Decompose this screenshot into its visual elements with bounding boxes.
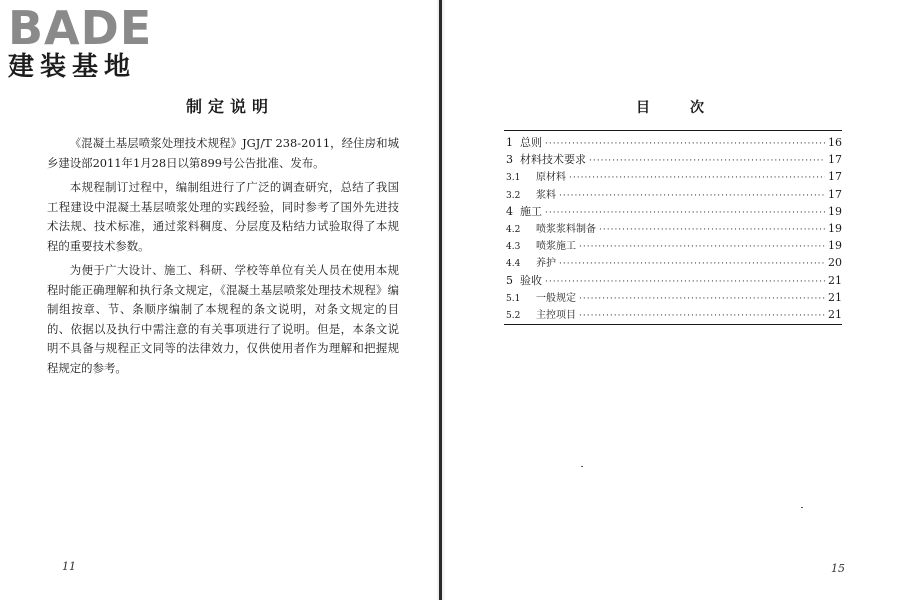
toc-entry-number: 1 [506,136,513,149]
toc-leader-dots [589,156,825,166]
toc-entry-number: 4.2 [506,224,521,235]
toc-entry-page: 20 [828,256,842,270]
toc-entry-page: 17 [828,170,842,184]
toc-entry-section-4-4[interactable] [504,254,842,271]
toc-entry-section-5-2[interactable] [504,306,842,323]
paragraph: 为便于广大设计、施工、科研、学校等单位有关人员在使用本规程时能正确理解和执行条文规定，《混凝土基层喷浆处理技术规程》编制组按章、节、条顺序编制了本规程的条文说明，对条文规定的目的、依据以及执行中需注意的有关事项进行了说明。但是，本条文说明不具备与规程正文同等的法律效力，仅供使用者作为理解和把握规程规定的参考。 [47,263,399,375]
toc-entry-title: 养护 [536,258,556,270]
logo-wordmark: BADE [8,1,153,55]
scan-speck [581,466,583,467]
toc-entry-section-4-3[interactable] [504,237,842,254]
toc-entry-title: 浆料 [536,189,556,201]
toc-entry-page: 21 [828,307,842,321]
scan-speck [801,507,803,508]
toc-entry-number: 5.2 [506,310,521,321]
left-page [0,0,437,600]
toc-entry-page: 19 [828,221,842,235]
toc-entry-chapter-4[interactable] [504,203,842,220]
toc-entry-section-4-2[interactable] [504,220,842,237]
logo-chinese-name: 建装基地 [8,52,137,82]
toc-title: 目次 [636,100,744,116]
toc-entry-page: 19 [828,239,842,253]
toc-entry-section-3-2[interactable] [504,186,842,203]
toc-leader-dots [569,173,825,183]
toc-entry-page: 17 [828,187,842,201]
toc-entry-page: 19 [828,204,842,218]
toc-entry-title: 主控项目 [536,309,576,321]
toc-leader-dots [559,259,825,269]
toc-entry-section-3-1[interactable] [504,168,842,185]
toc-entry-number: 5.1 [506,293,521,304]
bade-logo [8,1,180,82]
page-number: 11 [62,560,76,573]
toc-entry-number: 3 [506,153,513,167]
toc-entry-number: 3.1 [506,173,521,184]
toc-entry-page: 17 [828,153,842,167]
toc-leader-dots [545,139,825,149]
toc-entry-number: 3.2 [506,190,521,201]
toc-entry-section-5-1[interactable] [504,289,842,306]
toc-top-rule [504,130,842,131]
toc-list [504,134,842,323]
page-heading: 制定说明 [185,97,274,116]
toc-leader-dots [545,277,825,287]
toc-entry-page: 21 [828,290,842,304]
right-page [446,0,900,600]
toc-entry-title: 喷浆浆料制备 [536,223,596,235]
toc-entry-chapter-1[interactable] [504,134,842,151]
body-text [47,134,399,383]
toc-entry-number: 4 [506,204,513,218]
toc-leader-dots [579,242,825,252]
toc-entry-title: 施工 [520,204,542,218]
toc-leader-dots [599,225,825,235]
toc-entry-number: 4.3 [506,242,521,253]
paragraph: 《混凝土基层喷浆处理技术规程》JGJ/T 238-2011，经住房和城乡建设部2011年1月28日以第899号公告批准、发布。 [47,136,399,170]
toc-entry-title: 喷浆施工 [536,241,576,253]
toc-leader-dots [545,208,825,218]
toc-entry-chapter-3[interactable] [504,151,842,168]
book-spine [437,0,446,600]
toc-entry-title: 总则 [520,136,542,149]
toc-entry-number: 5 [506,273,513,287]
toc-entry-title: 一般规定 [536,292,576,304]
toc-entry-title: 原材料 [536,172,566,184]
toc-bottom-rule [504,324,842,325]
toc-entry-number: 4.4 [506,259,521,270]
toc-entry-page: 21 [828,273,842,287]
paragraph: 本规程制订过程中，编制组进行了广泛的调查研究，总结了我国工程建设中混凝土基层喷浆处理的实践经验，同时参考了国外先进技术法规、技术标准，通过浆料稠度、分层度及粘结力试验取得了本规程的重要技术参数。 [47,180,399,253]
toc-entry-chapter-5[interactable] [504,272,842,289]
toc-entry-page: 16 [828,136,842,149]
page-number: 15 [831,562,845,575]
toc-leader-dots [579,311,825,321]
toc-entry-title: 材料技术要求 [520,153,586,167]
toc-leader-dots [559,191,825,201]
toc-leader-dots [579,294,825,304]
toc-entry-title: 验收 [520,273,542,287]
